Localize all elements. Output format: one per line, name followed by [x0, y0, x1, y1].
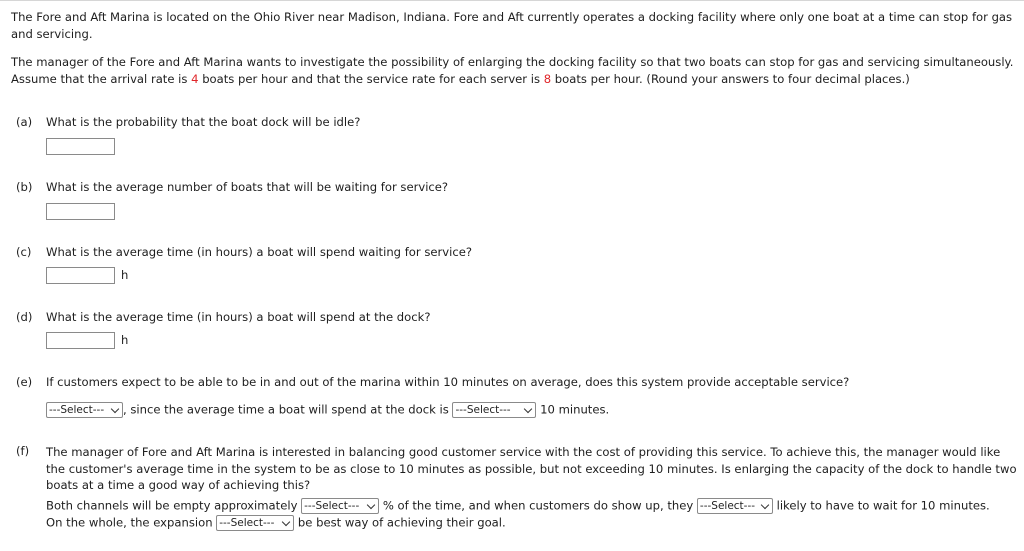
intro-text-2: boats per hour and that the service rate for each server is	[198, 71, 544, 86]
answer-e-select-1[interactable]	[46, 402, 123, 418]
answer-d-unit: h	[121, 333, 129, 347]
chevron-down-icon	[367, 501, 375, 509]
chevron-down-icon	[524, 405, 532, 413]
chevron-down-icon	[761, 501, 769, 509]
answer-f-text-4: On the whole, the expansion	[46, 515, 213, 530]
question-e	[16, 375, 849, 389]
answer-a-input[interactable]	[46, 138, 115, 155]
top-divider	[0, 0, 1024, 1]
answer-f-select-3-value: ---Select---	[219, 517, 275, 529]
chevron-down-icon	[282, 518, 290, 526]
answer-e-end-text: 10 minutes.	[540, 402, 610, 417]
answer-c-input[interactable]	[46, 267, 115, 284]
question-f-text: The manager of Fore and Aft Marina is interested in balancing good customer service with the cost of providing this service. To achieve this, the manager would like the customer's average time in the system to be as close to 10 minutes as possible, but not exceeding 10 minutes. Is enlarging the capacity of the dock to handle two boats at a time a good way of achieving this?	[46, 445, 1017, 492]
question-b-text: What is the average number of boats that will be waiting for service?	[46, 180, 449, 194]
answer-d-input[interactable]	[46, 332, 115, 349]
answer-f-text-5: be best way of achieving their goal.	[297, 515, 506, 530]
answer-b-input[interactable]	[46, 203, 115, 220]
chevron-down-icon	[111, 405, 119, 413]
question-c-label: (c)	[16, 245, 32, 259]
question-d-label: (d)	[16, 310, 33, 324]
question-f-label: (f)	[16, 444, 30, 458]
question-b	[16, 180, 448, 194]
answer-f-select-1-value: ---Select---	[304, 500, 360, 512]
question-d	[16, 310, 431, 324]
answer-e-line	[46, 402, 609, 418]
question-c	[16, 245, 472, 259]
answer-f-line-1	[46, 498, 990, 514]
intro-text-3: boats per hour. (Round your answers to four decimal places.)	[551, 71, 910, 86]
intro-paragraph-2	[11, 54, 1016, 87]
answer-f-select-3[interactable]	[216, 515, 294, 531]
service-rate-value: 8	[543, 71, 552, 86]
answer-e-select-2[interactable]	[452, 402, 536, 418]
question-d-text: What is the average time (in hours) a boat will spend at the dock?	[46, 310, 431, 324]
answer-f-text-2: % of the time, and when customers do show up, they	[382, 498, 694, 513]
answer-c-unit: h	[121, 268, 129, 282]
question-e-text: If customers expect to be able to be in and out of the marina within 10 minutes on average, does this system provide acceptable service?	[46, 375, 850, 389]
arrival-rate-value: 4	[191, 71, 199, 86]
answer-e-select-2-value: ---Select---	[455, 404, 511, 416]
question-a-text: What is the probability that the boat dock will be idle?	[46, 115, 361, 129]
intro-text-1: The manager of the Fore and Aft Marina wants to investigate the possibility of enlarging the docking facility so that two boats can stop for gas and servicing simultaneously. Assume that the arrival rate is	[11, 55, 1014, 86]
answer-e-select-1-value: ---Select---	[49, 404, 105, 416]
answer-f-text-1: Both channels will be empty approximately	[46, 498, 298, 513]
question-e-label: (e)	[16, 375, 33, 389]
answer-f-line-2	[46, 515, 506, 531]
answer-f-select-1[interactable]	[301, 498, 379, 514]
question-f	[16, 444, 46, 458]
question-b-label: (b)	[16, 180, 33, 194]
question-a-label: (a)	[16, 115, 33, 129]
answer-f-select-2[interactable]	[697, 498, 773, 514]
answer-f-select-2-value: ---Select---	[699, 500, 756, 512]
answer-e-mid-text: , since the average time a boat will spend at the dock is	[123, 402, 449, 417]
intro-paragraph-1: The Fore and Aft Marina is located on the Ohio River near Madison, Indiana. Fore and Aft currently operates a docking facility where only one boat at a time can stop for gas and servicing.	[11, 10, 1013, 41]
question-c-text: What is the average time (in hours) a boat will spend waiting for service?	[46, 245, 473, 259]
answer-f-text-3: likely to have to wait for 10 minutes.	[776, 498, 990, 513]
question-a	[16, 115, 360, 129]
